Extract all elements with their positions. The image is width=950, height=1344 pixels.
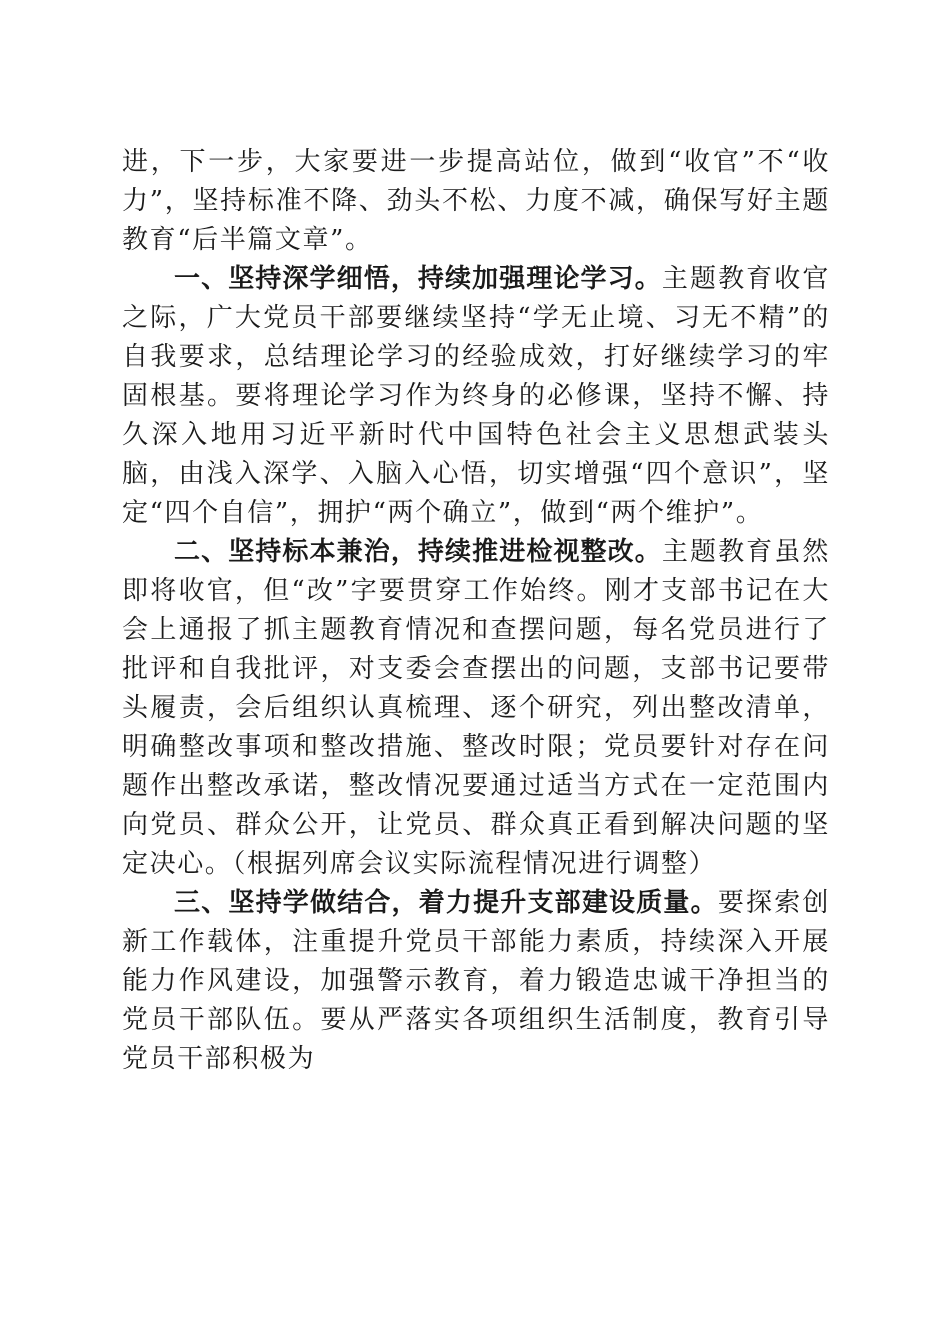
section-heading: 二、坚持标本兼治，持续推进检视整改。	[174, 537, 662, 567]
section-heading: 一、坚持深学细悟，持续加强理论学习。	[174, 264, 662, 294]
paragraph-text: 主题教育虽然即将收官，但“改”字要贯穿工作始终。刚才支部书记在大会上通报了抓主题教育情况和查摆问题，每名党员进行了批评和自我批评，对支委会查摆出的问题，支部书记要带头履责，会后组织认真梳理、逐个研究，列出整改清单，明确整改事项和整改措施、整改时限；党员要针对存在问题作出整改承诺，整改情况要通过适当方式在一定范围内向党员、群众公开，让党员、群众真正看到解决问题的坚定决心。（根据列席会议实际流程情况进行调整）	[122, 537, 830, 879]
paragraph-text: 主题教育收官之际，广大党员干部要继续坚持“学无止境、习无不精”的自我要求，总结理论学习的经验成效，打好继续学习的牢固根基。要将理论学习作为终身的必修课，坚持不懈、持久深入地用习近平新时代中国特色社会主义思想武装头脑，由浅入深学、入脑入心悟，切实增强“四个意识”，坚定“四个自信”，拥护“两个确立”，做到“两个维护”。	[122, 264, 830, 528]
paragraph-section-2	[122, 533, 830, 884]
document-body	[122, 143, 830, 1079]
paragraph-text: 进，下一步，大家要进一步提高站位，做到“收官”不“收力”，坚持标准不降、劲头不松、力度不减，确保写好主题教育“后半篇文章”。	[122, 147, 830, 255]
paragraph-text: 要探索创新工作载体，注重提升党员干部能力素质，持续深入开展能力作风建设，加强警示教育，着力锻造忠诚干净担当的党员干部队伍。要从严落实各项组织生活制度，教育引导党员干部积极为	[122, 888, 830, 1074]
paragraph-continuation	[122, 143, 830, 260]
paragraph-section-3	[122, 884, 830, 1079]
paragraph-section-1	[122, 260, 830, 533]
section-heading: 三、坚持学做结合，着力提升支部建设质量。	[174, 888, 718, 918]
